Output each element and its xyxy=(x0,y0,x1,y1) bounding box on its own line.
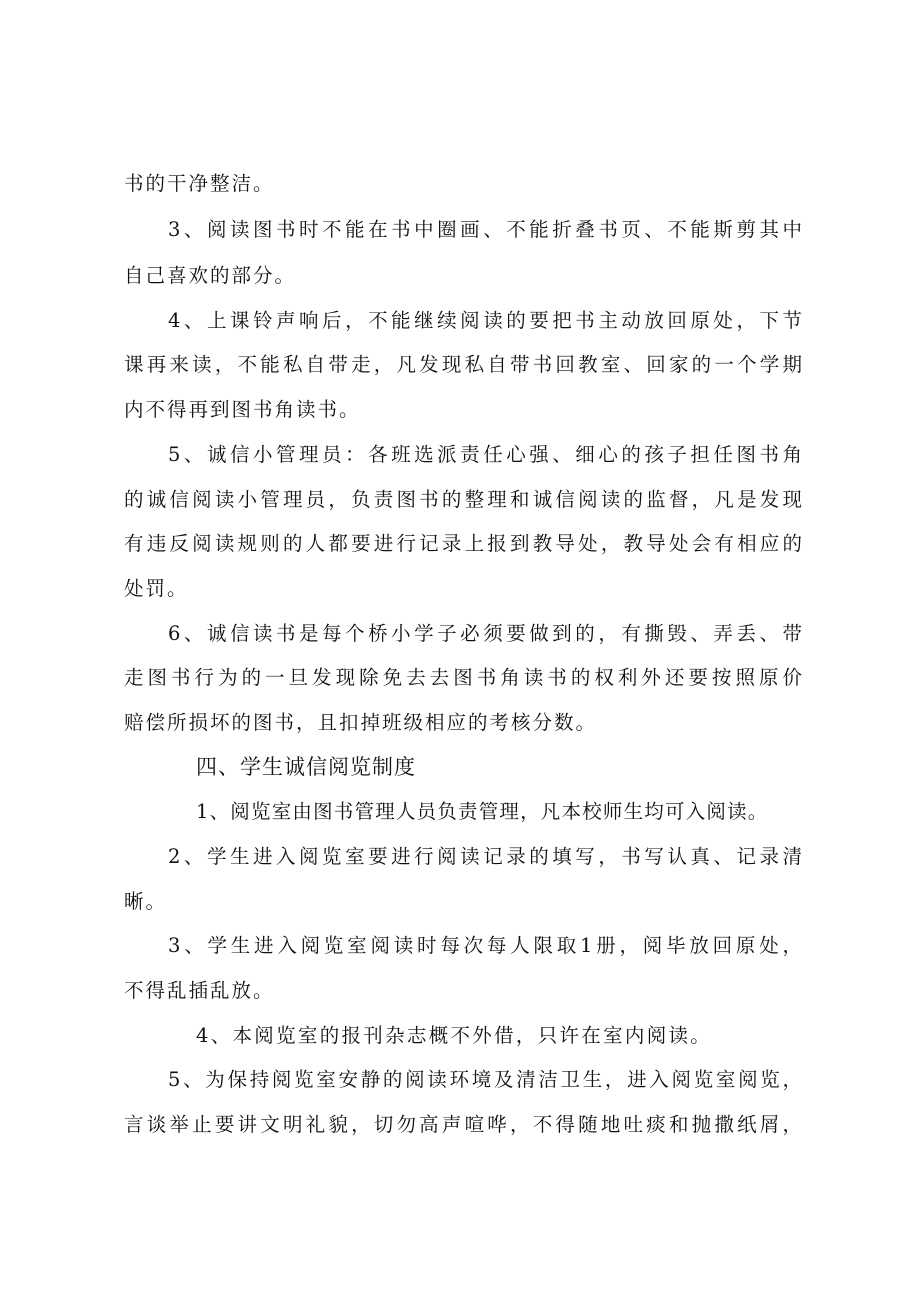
item-3-line-1: 3、阅读图书时不能在书中圈画、不能折叠书页、不能斯剪其中 xyxy=(168,218,804,241)
rule-3-line-1: 3、学生进入阅览室阅读时每次每人限取1册，阅毕放回原处， xyxy=(168,934,804,957)
item-5-line-3: 有违反阅读规则的人都要进行记录上报到教导处，教导处会有相应的 xyxy=(124,532,804,555)
section-heading: 四、学生诚信阅览制度 xyxy=(196,755,416,779)
item-4-line-1: 4、上课铃声响后，不能继续阅读的要把书主动放回原处，下节 xyxy=(168,309,804,332)
rule-5-line-1: 5、为保持阅览室安静的阅读环境及清洁卫生，进入阅览室阅览， xyxy=(168,1068,804,1091)
rule-3-line-2: 不得乱插乱放。 xyxy=(124,979,275,1002)
rule-1-line-1: 1、阅览室由图书管理人员负责管理，凡本校师生均可入阅读。 xyxy=(196,800,769,823)
item-6-line-3: 赔偿所损坏的图书，且扣掉班级相应的考核分数。 xyxy=(124,711,598,734)
item-4-line-3: 内不得再到图书角读书。 xyxy=(124,398,361,421)
item-5-line-4: 处罚。 xyxy=(124,577,189,600)
item-4-line-2: 课再来读，不能私自带走，凡发现私自带书回教室、回家的一个学期 xyxy=(124,353,804,376)
item-6-line-1: 6、诚信读书是每个桥小学子必须要做到的，有撕毁、弄丢、带 xyxy=(168,622,804,645)
item-6-line-2: 走图书行为的一旦发现除免去去图书角读书的权利外还要按照原价 xyxy=(124,666,804,689)
rule-2-line-1: 2、学生进入阅览室要进行阅读记录的填写，书写认真、记录清 xyxy=(168,845,804,868)
rule-2-line-2: 晰。 xyxy=(124,890,168,913)
item-5-line-2: 的诚信阅读小管理员，负责图书的整理和诚信阅读的监督，凡是发现 xyxy=(124,488,804,511)
rule-4-line-1: 4、本阅览室的报刊杂志概不外借，只许在室内阅读。 xyxy=(196,1024,713,1047)
text-line-1: 书的干净整洁。 xyxy=(124,172,275,195)
rule-5-line-2: 言谈举止要讲文明礼貌，切勿高声喧哗，不得随地吐痰和抛撒纸屑， xyxy=(124,1113,804,1136)
item-3-line-2: 自己喜欢的部分。 xyxy=(124,264,297,287)
item-5-line-1: 5、诚信小管理员：各班选派责任心强、细心的孩子担任图书角 xyxy=(168,443,804,466)
